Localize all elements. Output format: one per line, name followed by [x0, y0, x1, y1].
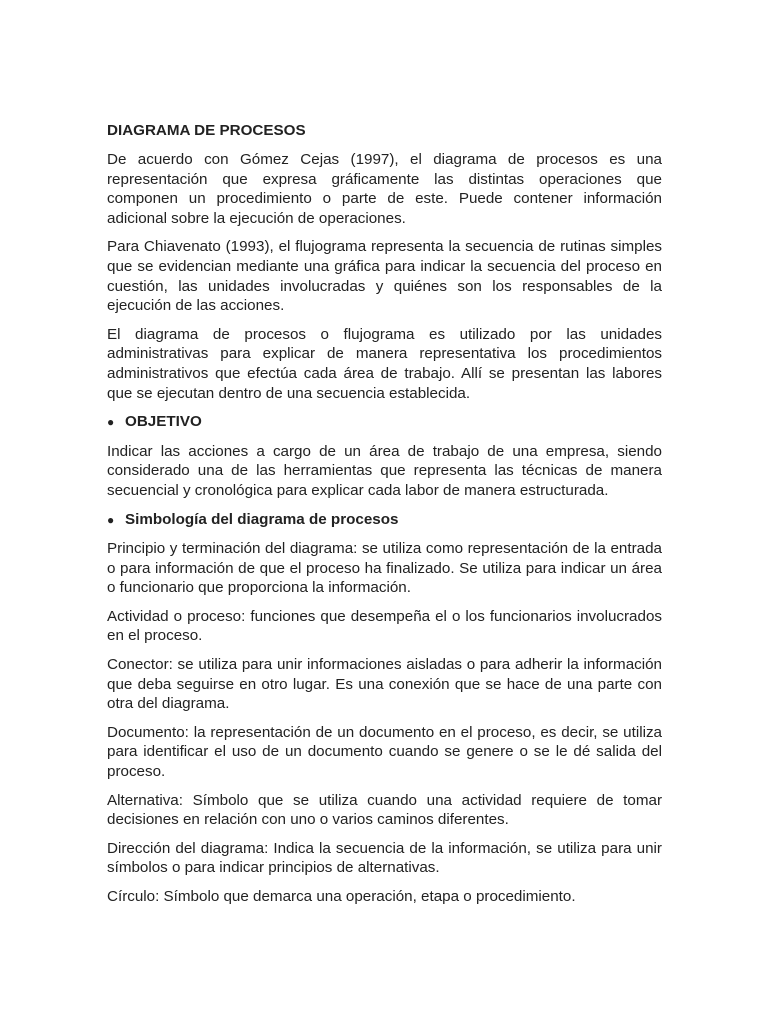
symbology-item: Actividad o proceso: funciones que desempeña el o los funcionarios involucrados en el proceso.	[107, 607, 662, 645]
objective-heading-label: OBJETIVO	[125, 413, 202, 431]
intro-paragraph: De acuerdo con Gómez Cejas (1997), el diagrama de procesos es una representación que expresa gráficamente las distintas operaciones que componen un procedimiento o parte de este. Puede contener información adicional sobre la ejecución de operaciones.	[107, 151, 662, 227]
symbology-item: Documento: la representación de un documento en el proceso, es decir, se utiliza para identificar el uso de un documento cuando se genere o se le dé salida del proceso.	[107, 723, 662, 781]
objective-paragraph: Indicar las acciones a cargo de un área de trabajo de una empresa, siendo considerado una de las herramientas que representa las técnicas de manera secuencial y cronológica para explicar cada labor de manera estructurada.	[107, 442, 662, 499]
symbology-item: Principio y terminación del diagrama: se utiliza como representación de la entrada o para información de que el proceso ha finalizado. Se utiliza para indicar un área o funcionario que proporciona la información.	[107, 540, 662, 597]
intro-paragraph: El diagrama de procesos o flujograma es utilizado por las unidades administrativas para explicar de manera representativa los procedimientos administrativos que efectúa cada área de trabajo. Allí se presentan las labores que se ejecutan dentro de una secuencia establecida.	[107, 325, 662, 402]
symbology-heading-label: Simbología del diagrama de procesos	[125, 510, 399, 528]
symbology-item: Alternativa: Símbolo que se utiliza cuando una actividad requiere de tomar decisiones en relación con uno o varios caminos diferentes.	[107, 791, 662, 829]
objective-heading	[107, 412, 662, 433]
intro-paragraph: Para Chiavenato (1993), el flujograma representa la secuencia de rutinas simples que se evidencian mediante una gráfica para indicar la secuencia del proceso en cuestión, las unidades involucradas y quiénes son los responsables de la ejecución de las acciones.	[107, 238, 662, 315]
page-title: DIAGRAMA DE PROCESOS	[107, 122, 306, 139]
bullet-icon: ●	[107, 512, 115, 527]
symbology-item: Círculo: Símbolo que demarca una operación, etapa o procedimiento.	[107, 888, 576, 905]
symbology-heading	[107, 510, 662, 531]
symbology-item: Dirección del diagrama: Indica la secuencia de la información, se utiliza para unir símbolos o para indicar principios de alternativas.	[107, 839, 662, 877]
bullet-icon: ●	[107, 415, 115, 430]
symbology-item: Conector: se utiliza para unir informaciones aisladas o para adherir la información que deba seguirse en otro lugar. Es una conexión que se hace de una parte con otra del diagrama.	[107, 656, 662, 713]
